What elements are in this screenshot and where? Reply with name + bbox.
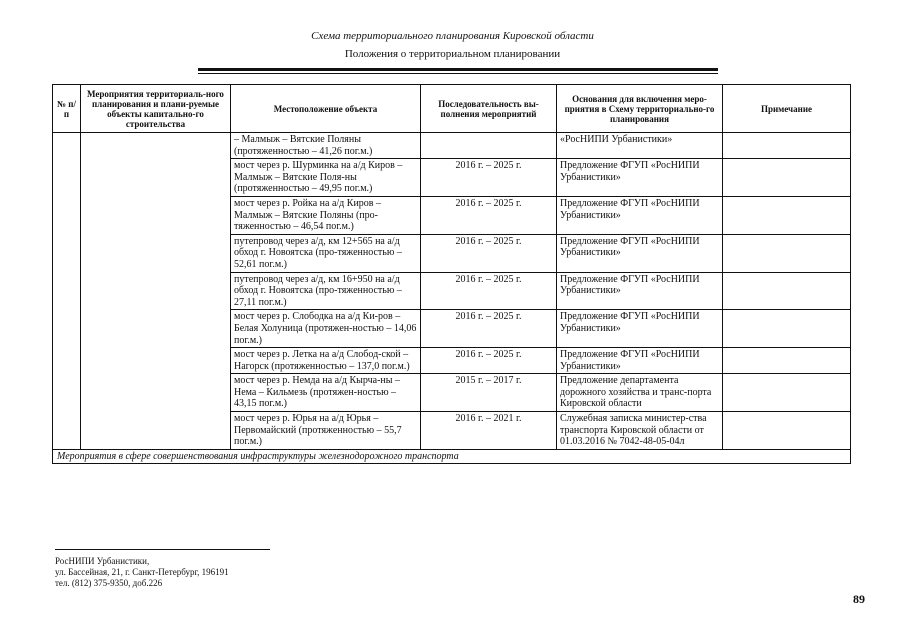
footer-divider xyxy=(55,549,270,550)
basis-cell: Предложение департамента дорожного хозяйства и транс-порта Кировской области xyxy=(557,374,723,412)
document-title: Схема территориального планирования Кировской области xyxy=(311,30,594,42)
col-header-note: Примечание xyxy=(723,85,851,133)
col-header-location: Местоположение объекта xyxy=(231,85,421,133)
basis-cell: Предложение ФГУП «РосНИПИ Урбанистики» xyxy=(557,348,723,374)
location-cell: путепровод через а/д, км 12+565 на а/д обход г. Новоятска (про-тяженностью – 52,61 пог.м.) xyxy=(231,234,421,272)
location-cell: мост через р. Шурминка на а/д Киров – Малмыж – Вятские Поля-ны (протяженностью – 49,95 пог.м.) xyxy=(231,159,421,197)
basis-cell: Предложение ФГУП «РосНИПИ Урбанистики» xyxy=(557,196,723,234)
col-header-number: № п/п xyxy=(53,85,81,133)
note-cell xyxy=(723,272,851,310)
location-cell: мост через р. Слободка на а/д Ки-ров – Белая Холуница (протяжен-ностью – 14,06 пог.м.) xyxy=(231,310,421,348)
footer-org: РосНИПИ Урбанистики, xyxy=(55,556,150,566)
sequence-cell: 2016 г. – 2025 г. xyxy=(421,159,557,197)
header-rule-thin xyxy=(198,73,718,74)
note-cell xyxy=(723,159,851,197)
col-header-measures: Мероприятия территориаль-ного планирования и плани-руемые объекты капитально-го строительства xyxy=(81,85,231,133)
sequence-cell xyxy=(421,133,557,159)
note-cell xyxy=(723,412,851,450)
basis-cell: Предложение ФГУП «РосНИПИ Урбанистики» xyxy=(557,159,723,197)
table-row xyxy=(53,133,851,159)
document-subtitle: Положения о территориальном планировании xyxy=(344,48,561,60)
header-rule-thick xyxy=(198,68,718,71)
sequence-cell: 2016 г. – 2025 г. xyxy=(421,348,557,374)
sequence-cell: 2016 г. – 2021 г. xyxy=(421,412,557,450)
basis-cell: «РосНИПИ Урбанистики» xyxy=(557,133,723,159)
basis-cell: Служебная записка министер-ства транспорта Кировской области от 01.03.2016 № 7042-48-05-04л xyxy=(557,412,723,450)
section-heading: Мероприятия в сфере совершенствования инфраструктуры железнодорожного транспорта xyxy=(53,449,851,464)
note-cell xyxy=(723,348,851,374)
note-cell xyxy=(723,374,851,412)
section-row xyxy=(53,449,851,464)
location-cell: – Малмыж – Вятские Поляны (протяженностью – 41,26 пог.м.) xyxy=(231,133,421,159)
col-header-sequence: Последовательность вы-полнения мероприятий xyxy=(421,85,557,133)
col-header-basis: Основания для включения меро-приятия в Схему территориально-го планирования xyxy=(557,85,723,133)
table-header-row xyxy=(53,85,851,133)
footer-phone: тел. (812) 375-9350, доб.226 xyxy=(55,578,163,588)
location-cell: мост через р. Летка на а/д Слобод-ской – Нагорск (протяженностью – 137,0 пог.м.) xyxy=(231,348,421,374)
footer-block xyxy=(55,556,229,589)
sequence-cell: 2015 г. – 2017 г. xyxy=(421,374,557,412)
location-cell: путепровод через а/д, км 16+950 на а/д обход г. Новоятска (про-тяженностью – 27,11 пог.м.) xyxy=(231,272,421,310)
sequence-cell: 2016 г. – 2025 г. xyxy=(421,234,557,272)
sequence-cell: 2016 г. – 2025 г. xyxy=(421,272,557,310)
planning-table xyxy=(52,84,851,464)
measure-cell xyxy=(81,133,231,450)
sequence-cell: 2016 г. – 2025 г. xyxy=(421,196,557,234)
basis-cell: Предложение ФГУП «РосНИПИ Урбанистики» xyxy=(557,272,723,310)
note-cell xyxy=(723,196,851,234)
location-cell: мост через р. Юрья на а/д Юрья – Первомайский (протяженностью – 55,7 пог.м.) xyxy=(231,412,421,450)
location-cell: мост через р. Немда на а/д Кырча-ны – Нема – Кильмезь (протяжен-ностью – 43,15 пог.м.) xyxy=(231,374,421,412)
footer-address: ул. Бассейная, 21, г. Санкт-Петербург, 196191 xyxy=(55,567,229,577)
page-number: 89 xyxy=(853,592,865,606)
basis-cell: Предложение ФГУП «РосНИПИ Урбанистики» xyxy=(557,234,723,272)
note-cell xyxy=(723,234,851,272)
note-cell xyxy=(723,133,851,159)
note-cell xyxy=(723,310,851,348)
number-cell xyxy=(53,133,81,450)
basis-cell: Предложение ФГУП «РосНИПИ Урбанистики» xyxy=(557,310,723,348)
sequence-cell: 2016 г. – 2025 г. xyxy=(421,310,557,348)
location-cell: мост через р. Ройка на а/д Киров – Малмыж – Вятские Поляны (про-тяженностью – 46,54 пог.м.) xyxy=(231,196,421,234)
